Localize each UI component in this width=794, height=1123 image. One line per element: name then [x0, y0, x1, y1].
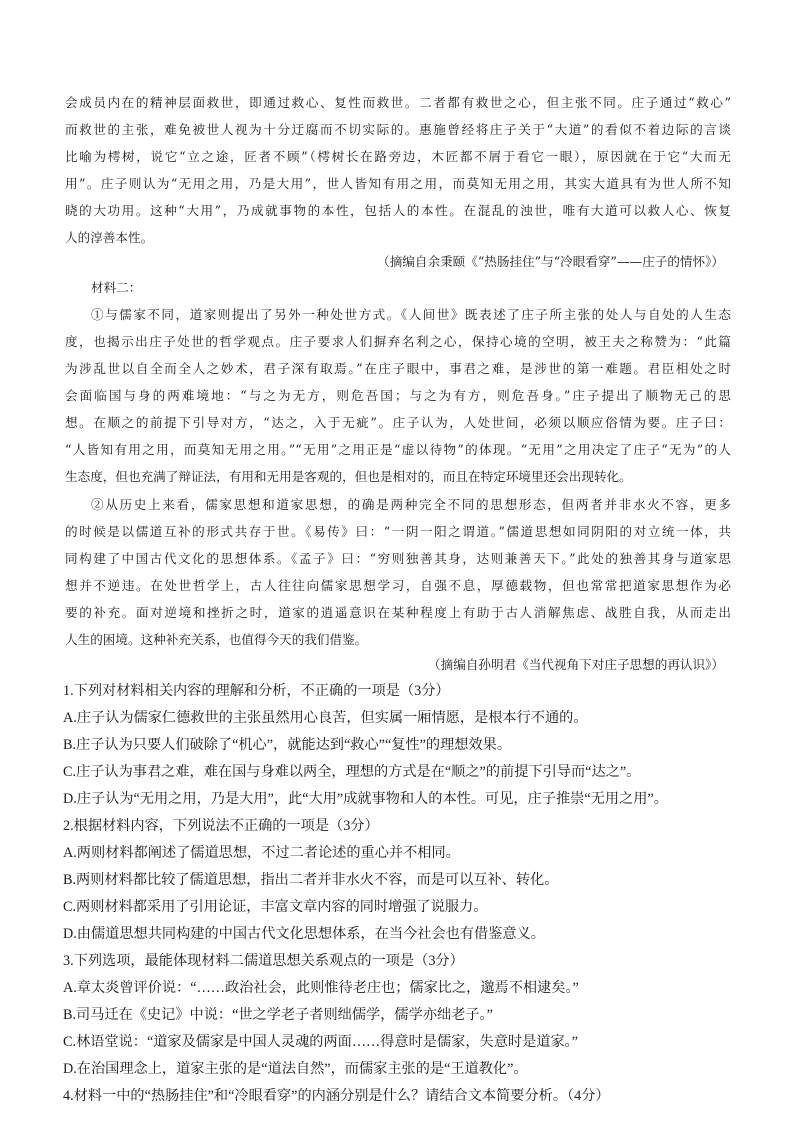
text-line: ①与儒家不同，道家则提出了另外一种处世方式。《人间世》既表述了庄子所主张的处人与自处的人生态: [91, 307, 731, 322]
question-option-c: C.两则材料都采用了引用论证，丰富文章内容的同时增强了说服力。: [63, 899, 488, 915]
question-option-d: D.庄子认为“无用之用，乃是大用”，此“大用”成就事物和人的本性。可见，庄子推崇“无用之用”。: [63, 791, 668, 807]
question-option-c: C.林语堂说：“道家及儒家是中国人灵魂的两面……得意时是儒家，失意时是道家。”: [63, 1034, 579, 1050]
text-line: 要的补充。面对逆境和挫折之时，道家的逍遥意识在某种程度上有助于古人消解焦虑、战胜自我，从而走出: [65, 605, 731, 620]
question-option-c: C.庄子认为事君之难，难在国与身难以两全，理想的方式是在“顺之”的前提下引导而“达之”。: [63, 764, 641, 780]
question-stem: 3.下列选项，最能体现材料二儒道思想关系观点的一项是（3分）: [63, 953, 464, 969]
question-stem: 4.材料一中的“热肠挂住”和“冷眼看穿”的内涵分别是什么？请结合文本简要分析。（4分）: [63, 1088, 610, 1104]
question-stem: 2.根据材料内容，下列说法不正确的一项是（3分）: [63, 818, 379, 834]
question-option-b: B.庄子认为只要人们破除了“机心”，就能达到“救心”“复性”的理想效果。: [63, 737, 512, 753]
text-line: 为涉乱世以自全而全人之妙术，君子深有取焉。”在庄子眼中，事君之难，是涉世的第一难题。君臣相处之时: [65, 361, 731, 376]
question-option-a: A.两则材料都阐述了儒道思想，不过二者论述的重心并不相同。: [63, 845, 460, 861]
question-option-d: D.在治国理念上，道家主张的是“道法自然”，而儒家主张的是“王道教化”。: [63, 1061, 528, 1077]
text-line: 的时候是以儒道互补的形式共存于世。《易传》曰：“一阴一阳之谓道。”儒道思想如同阴阳的对立统一体，共: [65, 524, 731, 539]
question-option-a: A.庄子认为儒家仁德救世的主张虽然用心良苦，但实属一厢情愿，是根本行不通的。: [63, 710, 588, 726]
text-line: 用”。庄子则认为“无用之用，乃是大用”，世人皆知有用之用，而莫知无用之用，其实大道具有为世人所不知: [65, 176, 731, 191]
text-line: 度，也揭示出庄子处世的哲学观点。庄子要求人们摒弃名利之心，保持心境的空明，被王夫之称赞为：“此篇: [65, 334, 731, 349]
text-line: 会成员内在的精神层面救世，即通过救心、复性而救世。二者都有救世之心，但主张不同。庄子通过“救心”: [65, 95, 731, 110]
text-line: 会面临国与身的两难境地：“与之为无方，则危吾国；与之为有方，则危吾身。”庄子提出了顺物无己的思: [65, 388, 731, 403]
question-option-b: B.两则材料都比较了儒道思想，指出二者并非水火不容，而是可以互补、转化。: [63, 872, 559, 888]
text-line: 生态度，但也充满了辩证法，有用和无用是客观的，但也是相对的，而且在特定环境里还会出现转化。: [65, 469, 632, 484]
text-line: 人生的困境。这种补充关系，也值得今天的我们借鉴。: [65, 632, 368, 647]
text-line: 比喻为樗树，说它“立之途，匠者不顾”（樗树长在路旁边，木匠都不屑于看它一眼），原因就在于它“大而无: [65, 149, 731, 164]
text-line: 人的淳善本性。: [65, 230, 154, 245]
question-option-b: B.司马迁在《史记》中说：“世之学老子者则绌儒学，儒学亦绌老子。”: [63, 1007, 493, 1023]
text-line: 同构建了中国古代文化的思想体系。《孟子》曰：“穷则独善其身，达则兼善天下。”此处的独善其身与道家思: [65, 551, 731, 566]
source-citation-2: （摘编自孙明君《当代视角下对庄子思想的再认识》）: [428, 657, 724, 672]
text-line: ②从历史上来看，儒家思想和道家思想，的确是两种完全不同的思想形态，但两者并非水火不容，更多: [91, 497, 731, 512]
material-2-heading: 材料二：: [91, 280, 142, 295]
text-line: 想并不逆违。在处世哲学上，古人往往向儒家思想学习，自强不息，厚德载物，但也常常把道家思想作为必: [65, 578, 731, 593]
question-option-a: A.章太炎曾评价说：“……政治社会，此则惟待老庄也；儒家比之，邈焉不相逮矣。”: [63, 980, 579, 996]
question-option-d: D.由儒道思想共同构建的中国古代文化思想体系，在当今社会也有借鉴意义。: [63, 926, 545, 942]
source-citation-1: （摘编自余秉颐《“热肠挂住”与“冷眼看穿”——庄子的情怀》）: [377, 254, 724, 269]
question-stem: 1.下列对材料相关内容的理解和分析，不正确的一项是（3分）: [63, 683, 450, 699]
text-line: 晓的大功用。这种“大用”，乃成就事物的本性，包括人的本性。在混乱的浊世，唯有大道可以救人心、恢复: [65, 203, 731, 218]
text-line: 想。在顺之的前提下引导对方，“达之，入于无疵”。庄子认为，人处世间，必须以顺应俗情为要。庄子曰：: [65, 415, 731, 430]
text-line: “人皆知有用之用，而莫知无用之用。”“无用”之用正是“虚以待物”的体现。“无用”之用决定了庄子“无为”的人: [65, 442, 731, 457]
text-line: 而救世的主张，难免被世人视为十分迂腐而不切实际的。惠施曾经将庄子关于“大道”的看似不着边际的言谈: [65, 122, 731, 137]
